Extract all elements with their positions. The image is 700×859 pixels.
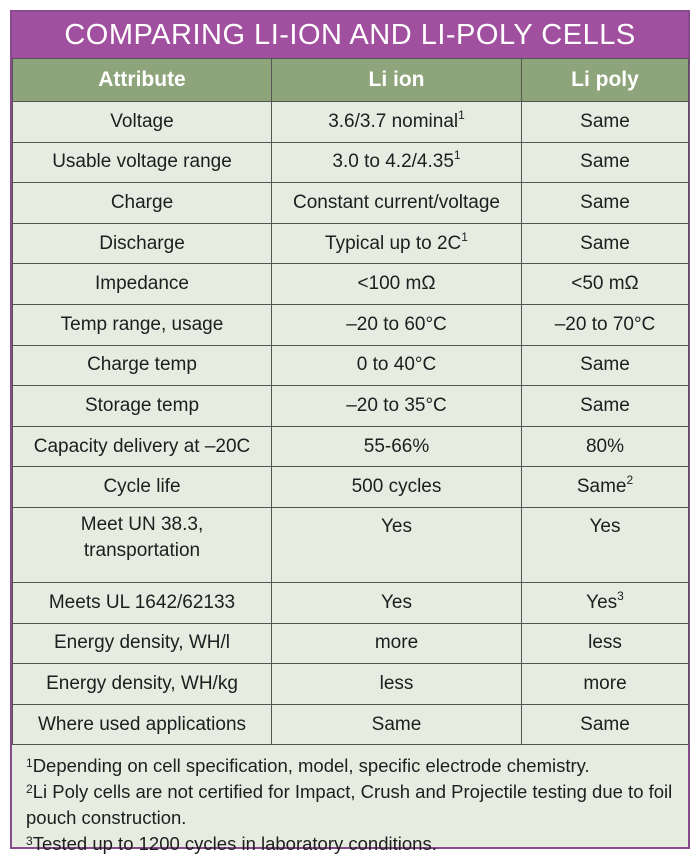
attribute-line: Meet UN 38.3, (80, 513, 204, 535)
table-row (13, 386, 689, 427)
li-ion-cell (272, 582, 522, 623)
comparison-table (12, 58, 689, 745)
li-ion-cell (272, 264, 522, 305)
li-ion-value: Typical up to 2C (325, 232, 462, 254)
li-ion-value: Same (371, 713, 422, 735)
attribute-cell: Discharge (13, 223, 272, 264)
footnotes (12, 745, 688, 857)
li-poly-cell (522, 507, 689, 582)
table-row (13, 426, 689, 467)
table-row (13, 507, 689, 582)
li-ion-value: 0 to 40°C (356, 354, 437, 376)
footnote (26, 753, 674, 779)
li-poly-cell (522, 467, 689, 508)
li-poly-cell (522, 183, 689, 224)
li-poly-value: Same (580, 354, 630, 376)
footnote-ref: 1 (461, 229, 468, 244)
table-row (13, 102, 689, 143)
li-ion-value: <100 mΩ (357, 273, 436, 295)
table-row (13, 304, 689, 345)
li-ion-value: Yes (381, 591, 412, 613)
attribute-cell: Storage temp (13, 386, 272, 427)
li-ion-value: Constant current/voltage (292, 191, 500, 213)
footnote-ref: 1 (453, 148, 461, 163)
li-ion-value: 3.6/3.7 nominal (328, 110, 459, 132)
header-li-ion: Li ion (272, 59, 522, 102)
footnote-ref: 1 (458, 107, 465, 122)
li-ion-cell (272, 304, 522, 345)
table-row (13, 582, 689, 623)
header-attribute: Attribute (13, 59, 272, 102)
li-ion-value: 55-66% (363, 435, 430, 457)
footnote-mark: 3 (26, 834, 33, 849)
footnote-ref: 3 (617, 588, 624, 603)
li-ion-cell (272, 102, 522, 143)
attribute-cell: Energy density, WH/kg (13, 664, 272, 705)
li-ion-value: more (374, 632, 419, 654)
attribute-cell: Energy density, WH/l (13, 623, 272, 664)
li-ion-cell (272, 183, 522, 224)
attribute-cell: Charge (13, 183, 272, 224)
li-ion-value: –20 to 60°C (346, 313, 447, 335)
li-poly-cell (522, 426, 689, 467)
attribute-line: transportation (83, 539, 201, 561)
li-ion-cell (272, 623, 522, 664)
li-ion-cell (272, 142, 522, 183)
li-ion-value: Yes (381, 515, 412, 537)
attribute-cell: Temp range, usage (13, 304, 272, 345)
li-poly-cell (522, 102, 689, 143)
table-row (13, 223, 689, 264)
li-ion-value: –20 to 35°C (346, 394, 447, 416)
attribute-cell: Impedance (13, 264, 272, 305)
li-poly-value: Same (580, 151, 630, 173)
li-poly-value: –20 to 70°C (554, 313, 656, 335)
table-row (13, 345, 689, 386)
table-row (13, 183, 689, 224)
table-row (13, 264, 689, 305)
footnote (26, 779, 674, 831)
li-poly-cell (522, 345, 689, 386)
footnote-text: Tested up to 1200 cycles in laboratory conditions. (32, 833, 437, 855)
header-row (13, 59, 689, 102)
li-poly-cell (522, 223, 689, 264)
table-title: COMPARING LI-ION AND LI-POLY CELLS (12, 12, 688, 58)
li-poly-value: Same (580, 191, 630, 213)
li-poly-cell (522, 664, 689, 705)
li-ion-cell (272, 664, 522, 705)
li-ion-value: 3.0 to 4.2/4.35 (332, 151, 454, 173)
attribute-cell: Charge temp (13, 345, 272, 386)
li-ion-value: less (379, 672, 414, 694)
attribute-cell (13, 507, 272, 582)
li-ion-cell (272, 386, 522, 427)
li-poly-value: more (583, 672, 627, 694)
table-row (13, 142, 689, 183)
table-row (13, 623, 689, 664)
li-poly-value: less (588, 632, 622, 654)
header-li-poly: Li poly (522, 59, 689, 102)
table-row (13, 704, 689, 745)
footnote (26, 831, 674, 857)
li-poly-value: <50 mΩ (571, 273, 639, 295)
table-row (13, 664, 689, 705)
footnote-text: Li Poly cells are not certified for Impact, Crush and Projectile testing due to foil pouch construction. (26, 781, 673, 829)
li-poly-cell (522, 304, 689, 345)
li-poly-cell (522, 264, 689, 305)
li-poly-value: Same (580, 394, 630, 416)
li-ion-cell (272, 223, 522, 264)
footnote-mark: 2 (26, 782, 33, 797)
li-ion-cell (272, 467, 522, 508)
attribute-cell: Cycle life (13, 467, 272, 508)
li-ion-cell (272, 704, 522, 745)
li-poly-cell (522, 386, 689, 427)
footnote-ref: 2 (626, 473, 634, 488)
li-poly-value: Same (580, 110, 630, 132)
li-poly-cell (522, 582, 689, 623)
li-poly-value: Yes (586, 591, 618, 613)
li-ion-cell (272, 507, 522, 582)
li-poly-value: Same (580, 713, 630, 735)
footnote-text: Depending on cell specification, model, specific electrode chemistry. (32, 755, 590, 777)
attribute-cell: Capacity delivery at –20C (13, 426, 272, 467)
li-poly-cell (522, 623, 689, 664)
table-row (13, 467, 689, 508)
li-ion-cell (272, 426, 522, 467)
li-poly-value: Same (576, 476, 627, 498)
attribute-cell: Usable voltage range (13, 142, 272, 183)
li-poly-value: Yes (589, 515, 621, 537)
attribute-cell: Voltage (13, 102, 272, 143)
li-poly-cell (522, 142, 689, 183)
li-poly-value: 80% (585, 435, 625, 457)
li-poly-cell (522, 704, 689, 745)
li-ion-cell (272, 345, 522, 386)
comparison-card (10, 10, 690, 855)
li-ion-value: 500 cycles (351, 476, 442, 498)
attribute-cell: Meets UL 1642/62133 (13, 582, 272, 623)
li-poly-value: Same (580, 232, 630, 254)
attribute-cell: Where used applications (13, 704, 272, 745)
footnote-mark: 1 (26, 756, 33, 771)
